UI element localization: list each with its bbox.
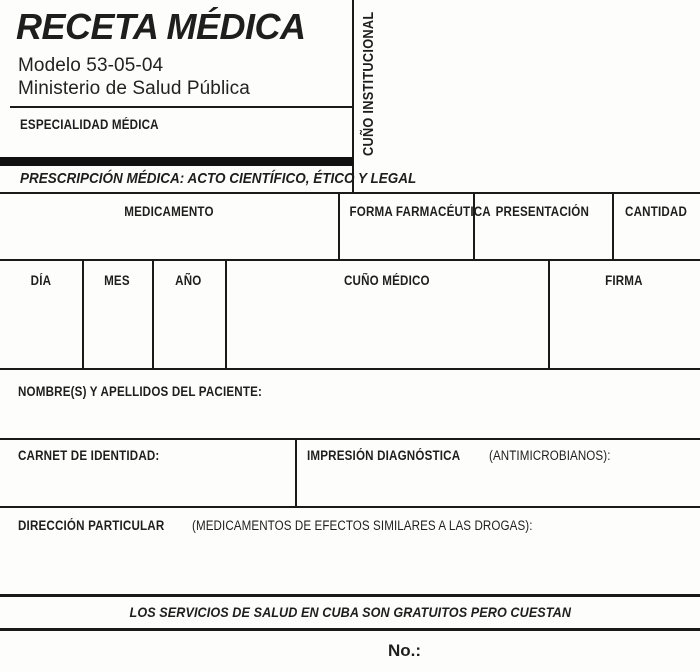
specialty-label: ESPECIALIDAD MÉDICA: [20, 117, 159, 132]
diagnosis-entry-area: [307, 462, 687, 502]
institutional-stamp-label: CUÑO INSTITUCIONAL: [361, 11, 377, 156]
patient-section-top-rule: [0, 368, 700, 370]
identity-card-entry-area: [18, 462, 278, 502]
address-section-top-rule: [0, 506, 700, 508]
patient-name-entry-area: [18, 398, 682, 436]
date-row-top-rule: [0, 259, 700, 261]
patient-name-label: NOMBRE(S) Y APELLIDOS DEL PACIENTE:: [18, 384, 263, 399]
header-divider: [10, 106, 353, 108]
column-header-cantidad: CANTIDAD: [624, 204, 688, 219]
institutional-stamp-area: [390, 0, 700, 190]
prescription-number-entry-area: [425, 641, 605, 663]
footer-slogan: LOS SERVICIOS DE SALUD EN CUBA SON GRATUITOS PERO CUESTAN: [129, 604, 571, 620]
footer-top-rule: [0, 594, 700, 597]
column-header-presentacion: PRESENTACIÓN: [495, 204, 590, 219]
model-number: Modelo 53-05-04: [18, 55, 164, 76]
column-header-mes: MES: [104, 273, 130, 288]
column-header-ano: AÑO: [175, 273, 202, 288]
form-title: RECETA MÉDICA: [16, 6, 306, 47]
specialty-entry-area: [20, 131, 350, 155]
address-entry-area: [18, 534, 682, 592]
identity-row-top-rule: [0, 438, 700, 440]
prescription-number-label: No.:: [388, 641, 422, 660]
ministry-name: Ministerio de Salud Pública: [18, 78, 250, 99]
prescription-note: PRESCRIPCIÓN MÉDICA: ACTO CIENTÍFICO, ÉTICO Y LEGAL: [20, 170, 417, 187]
column-header-firma: FIRMA: [605, 273, 643, 288]
column-header-medicamento: MEDICAMENTO: [124, 204, 214, 219]
separator-bar: [0, 157, 353, 166]
identity-card-label: CARNET DE IDENTIDAD:: [18, 448, 160, 463]
footer-bottom-rule: [0, 628, 700, 631]
column-header-dia: DÍA: [30, 273, 52, 288]
diagnosis-label: IMPRESIÓN DIAGNÓSTICA (ANTIMICROBIANOS):: [307, 448, 611, 463]
medication-table-top-rule: [0, 192, 700, 194]
identity-diagnosis-divider: [295, 438, 297, 506]
column-header-cuno-medico: CUÑO MÉDICO: [343, 273, 430, 288]
address-label: DIRECCIÓN PARTICULAR (MEDICAMENTOS DE EFECTOS SIMILARES A LAS DROGAS):: [18, 518, 533, 533]
column-header-forma-farmaceutica: FORMA FARMACÉUTICA: [349, 204, 491, 219]
